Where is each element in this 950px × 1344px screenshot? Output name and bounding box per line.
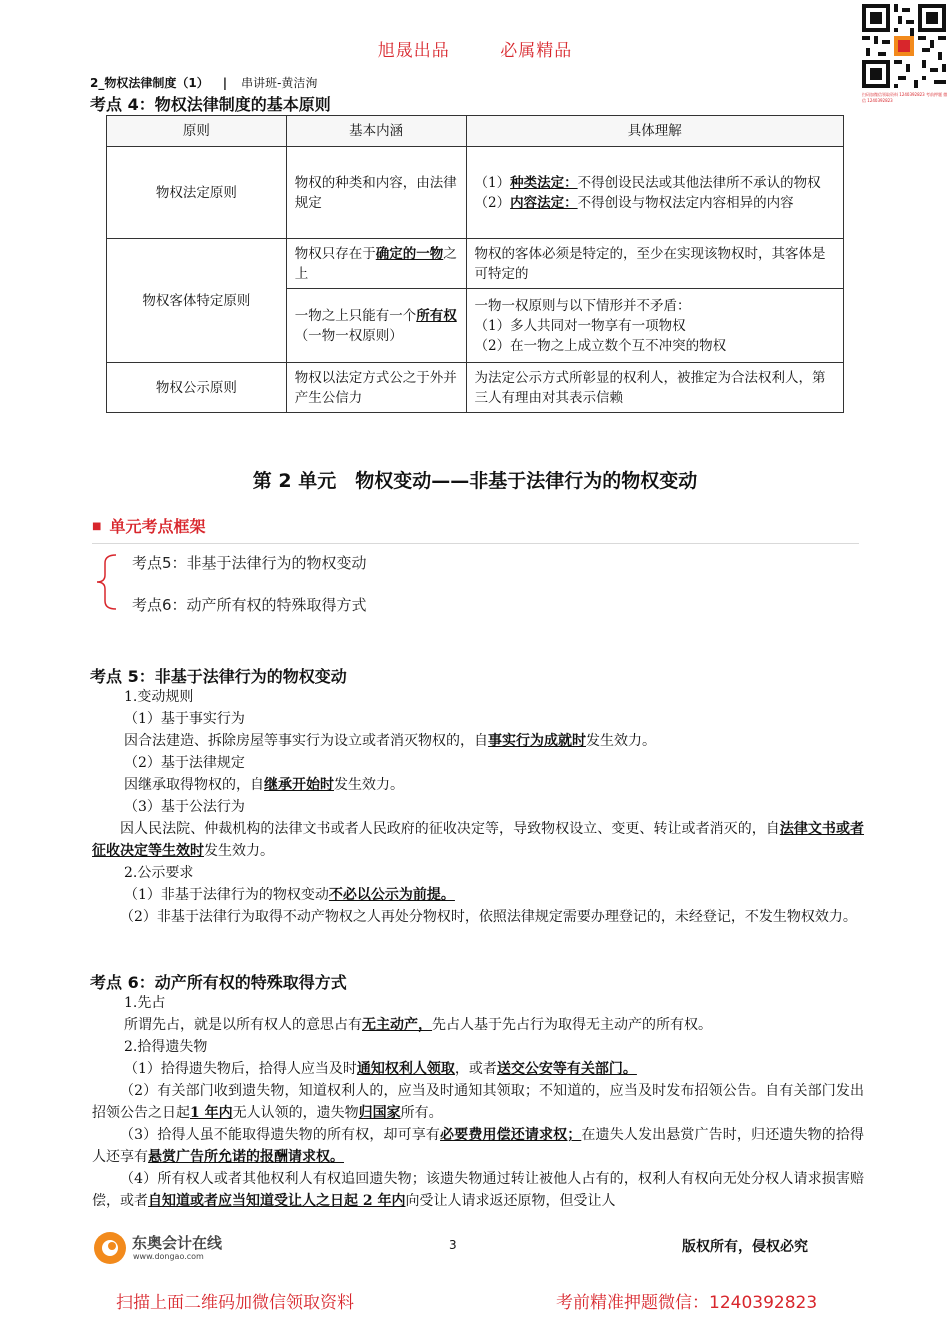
key-term: 内容法定： [510,194,578,211]
key-term: 种类法定： [510,174,578,191]
kp6-item-4 [92,1168,864,1212]
kp5-para-1 [124,730,656,752]
table-header-row [107,116,844,147]
para-text: 因人民法院、仲裁机构的法律文书或者人民政府的征收决定等，导致物权设立、变更、转让或者消灭的，自 [120,821,780,837]
content-text: 一物之上只能有一个 [294,307,417,324]
framework-item: 考点5：非基于法律行为的物权变动 [132,554,367,572]
para-text: （2）有关部门收到遗失物，知道权利人的，应当及时通知其领取；不知道的，应当及时发布招领公告。自有关部门发出招领公告之日起 [92,1083,864,1121]
item-text: 不得创设与物权法定内容相异的内容 [577,194,794,211]
key-term: 必要费用偿还请求权； [440,1127,582,1143]
bullet-icon: ■ [92,521,102,532]
item-text: 不得创设民法或其他法律所不承认的物权 [577,174,821,191]
para-text: 先占人基于先占行为取得无主动产的所有权。 [432,1017,712,1033]
understanding-line: （2）在一物之上成立数个互不冲突的物权 [474,337,727,354]
principle-content: 物权的种类和内容，由法律规定 [286,147,466,239]
key-term: 1 年内 [190,1105,233,1121]
para-text: 发生效力。 [586,733,656,749]
key-term: 继承开始时 [264,777,334,793]
para-text: ，或者 [454,1061,497,1077]
content-text: 之上 [294,245,457,282]
kp5-para-2 [124,774,404,796]
principle-understanding: 物权的客体必须是特定的，至少在实现该物权时，其客体是可特定的 [466,239,843,289]
kp5-para-3 [92,818,864,862]
key-term: 事实行为成就时 [488,733,586,749]
kp5-rule-2: （2）非基于法律行为取得不动产物权之人再处分物权时，依照法律规定需要办理登记的，未经登记，不发生物权效力。 [120,909,857,925]
kp5-heading-2: 2.公示要求 [124,865,194,881]
framework-label: 单元考点框架 [109,517,206,536]
brand-right: 必属精品 [500,41,573,61]
content-note: （一物一权原则） [294,327,403,344]
page-number: 3 [449,1238,457,1252]
brace-icon [92,553,118,611]
table-row [107,239,844,289]
para-text: 发生效力。 [204,843,274,859]
principle-content: 物权以法定方式公之于外并产生公信力 [286,363,466,413]
key-term: 归国家 [358,1105,401,1121]
kp6-item-3 [92,1124,864,1168]
para-text: 因合法建造、拆除房屋等事实行为设立或者消灭物权的，自 [124,733,488,749]
para-text: 因继承取得物权的，自 [124,777,264,793]
principle-content [286,289,466,363]
footer-qr-note: 扫描上面二维码加微信领取资料 [116,1293,354,1313]
principle-understanding [466,289,843,363]
key-term: 法律文书或者征收决定等生效时 [92,821,865,859]
understanding-line: 一物一权原则与以下情形并不矛盾： [474,297,691,314]
principle-content [286,239,466,289]
key-term: 悬赏广告所允诺的报酬请求权。 [148,1149,344,1165]
kp5-rule-1 [124,884,455,906]
course-line [90,74,317,91]
key-term: 确定的一物 [375,245,444,262]
kp5-sub-3: （3）基于公法行为 [124,799,245,815]
para-text: 无人认领的，遗失物 [232,1105,359,1121]
key-term: 自知道或者应当知道受让人之日起 2 年内 [148,1193,406,1209]
brand-left: 旭晟出品 [377,41,450,61]
kp5-sub-2: （2）基于法律规定 [124,755,245,771]
principle-name: 物权客体特定原则 [107,239,287,363]
principle-understanding [466,147,843,239]
logo-url: www.dongao.com [133,1252,204,1261]
para-text: 所有。 [400,1105,443,1121]
kp5-title: 考点 5：非基于法律行为的物权变动 [90,667,347,686]
principle-understanding: 为法定公示方式所彰显的权利人，被推定为合法权利人，第三人有理由对其表示信赖 [466,363,843,413]
kp4-title: 考点 4：物权法律制度的基本原则 [90,95,331,114]
content-text: 物权只存在于 [294,245,376,262]
kp5-sub-1: （1）基于事实行为 [124,711,245,727]
key-term: 通知权利人领取 [356,1061,455,1077]
footer-wechat: 考前精准押题微信：1240392823 [556,1293,818,1313]
key-term: 所有权 [416,307,457,324]
header-brand [0,36,950,61]
copyright: 版权所有，侵权必究 [682,1239,808,1255]
header-understanding: 具体理解 [466,116,843,147]
unit-title: 第 2 单元 物权变动——非基于法律行为的物权变动 [252,470,698,492]
kp6-heading-1: 1.先占 [124,995,166,1011]
para-text: （3）拾得人虽不能取得遗失物的所有权，却可享有 [120,1127,441,1143]
lecturer: 串讲班-黄洁洵 [241,76,318,90]
framework-heading [92,514,205,537]
para-text: （4）所有权人或者其他权利人有权追回遗失物；该遗失物通过转让被他人占有的，权利人有权向无处分权人请求损害赔偿，或者 [92,1171,864,1209]
course-separator: | [222,76,228,90]
para-text: （1）拾得遗失物后，拾得人应当及时 [124,1061,357,1077]
kp6-item-2 [92,1080,864,1124]
para-text: 所谓先占，就是以所有权人的意思占有 [124,1017,362,1033]
kp6-heading-2: 2.拾得遗失物 [124,1039,208,1055]
table-row [107,147,844,239]
table-row [107,363,844,413]
kp6-item-1 [124,1058,637,1080]
para-text: 发生效力。 [334,777,404,793]
header-principle: 原则 [107,116,287,147]
understanding-line: （1）多人共同对一物享有一项物权 [474,317,686,334]
kp5-heading-1: 1.变动规则 [124,689,194,705]
key-term: 不必以公示为前提。 [328,887,455,903]
para-text: （1）非基于法律行为的物权变动 [124,887,329,903]
key-term: 无主动产， [362,1017,432,1033]
item-number: （1） [474,174,511,191]
para-text: 在遗失人发出悬赏广告时，归还遗失物的拾得人还享有 [92,1127,865,1165]
principle-name: 物权公示原则 [107,363,287,413]
divider [92,543,859,544]
qr-caption: 扫码加微信领取资料 1240392823 考前押题 微信 1240392823 [862,92,948,103]
logo-name: 东奥会计在线 [132,1234,223,1252]
qr-code [862,4,946,88]
principles-table [106,115,844,413]
principle-name: 物权法定原则 [107,147,287,239]
framework-item: 考点6：动产所有权的特殊取得方式 [132,596,367,614]
kp6-para-1 [124,1014,712,1036]
item-number: （2） [474,194,511,211]
kp6-title: 考点 6：动产所有权的特殊取得方式 [90,973,347,992]
para-text: 向受让人请求返还原物，但受让人 [405,1193,616,1209]
course-name: 2_物权法律制度（1） [90,76,209,90]
dongao-logo-icon [92,1230,128,1266]
key-term: 送交公安等有关部门。 [496,1061,637,1077]
header-meaning: 基本内涵 [286,116,466,147]
